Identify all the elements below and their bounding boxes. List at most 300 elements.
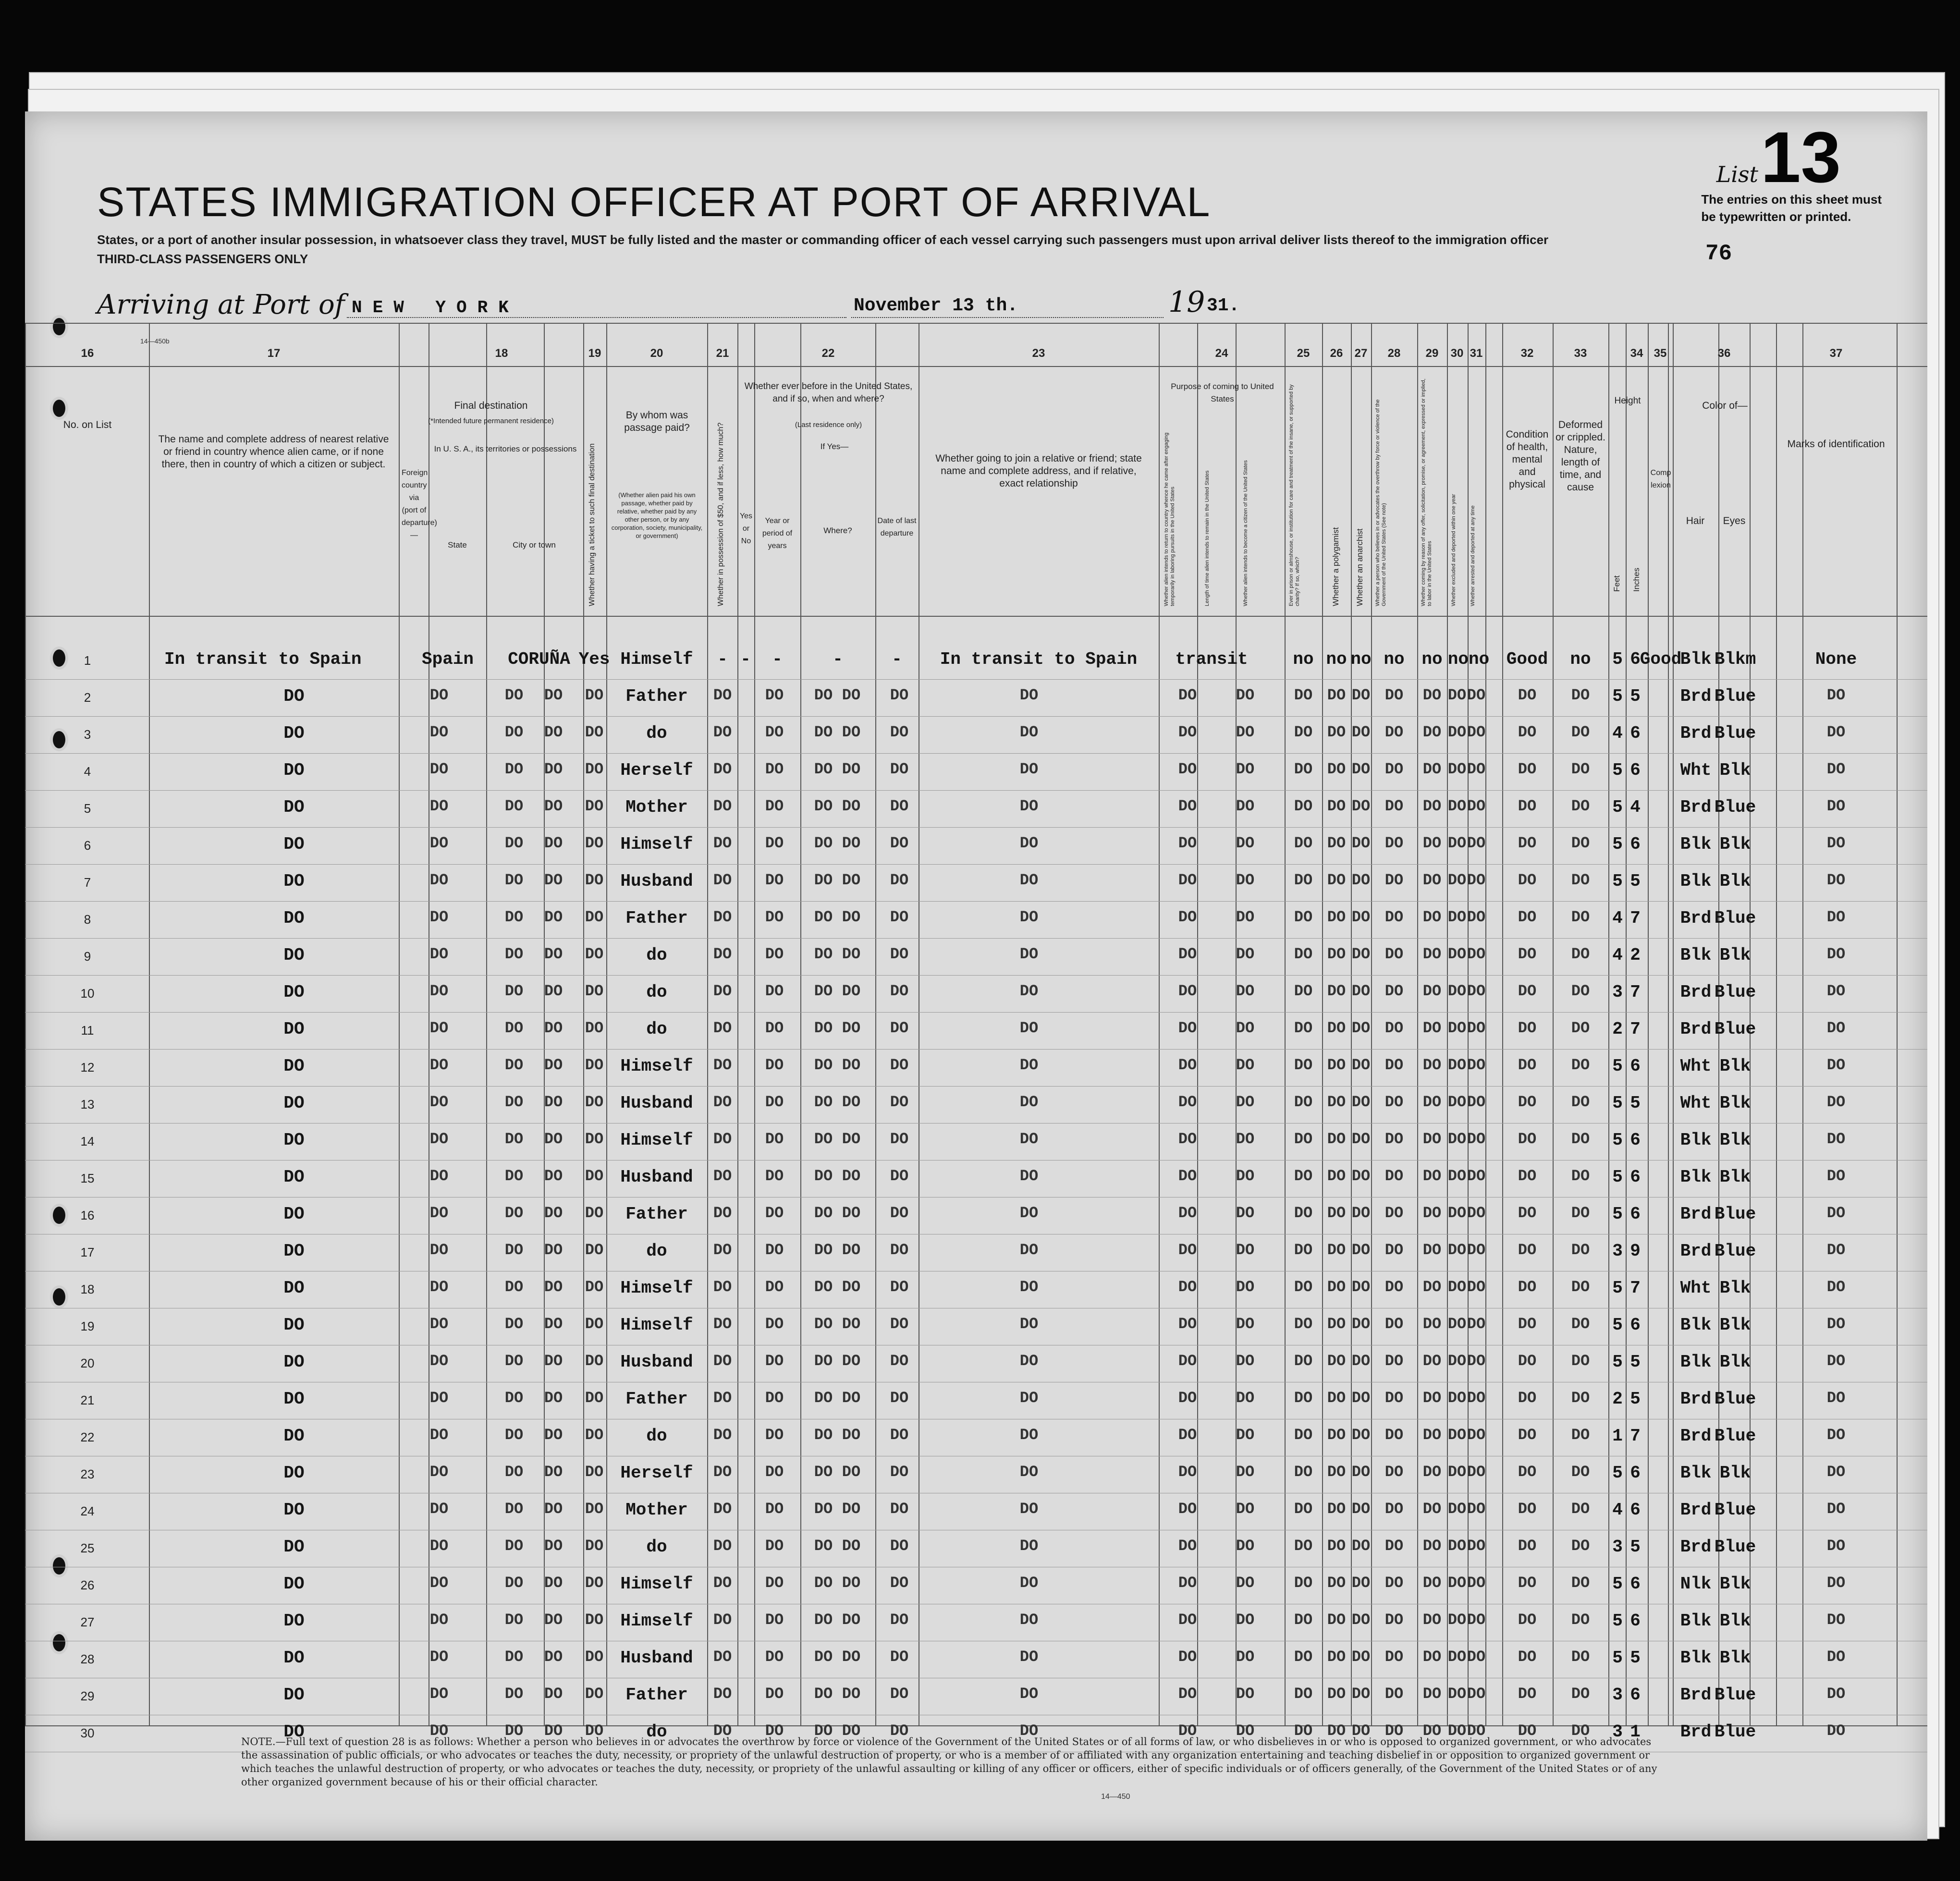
ditto-mark: DO: [1571, 1648, 1590, 1666]
row-number: 6: [84, 838, 91, 853]
ditto-mark: DO: [814, 1241, 833, 1259]
ditto-mark: DO: [429, 686, 449, 704]
row-number: 12: [80, 1060, 95, 1075]
height-feet: 3: [1612, 1241, 1623, 1261]
ditto-mark: DO: [1422, 797, 1442, 815]
ditto-mark: DO: [1422, 686, 1442, 704]
header-if-yes: If Yes—: [820, 442, 849, 451]
ditto-mark: DO: [585, 908, 604, 926]
ditto-mark: DO: [890, 1056, 909, 1074]
ditto-mark: DO: [713, 1574, 732, 1592]
ditto-mark: DO: [1422, 982, 1442, 1000]
header-rule: [25, 616, 1927, 617]
column-rule: [1322, 323, 1323, 1725]
ditto-mark: DO: [1351, 1611, 1371, 1629]
ditto-mark: DO: [1236, 1648, 1255, 1666]
column-rule: [1897, 323, 1898, 1725]
column-rule: [486, 323, 487, 1725]
ditto-mark: DO: [544, 1241, 563, 1259]
ditto-mark: DO: [890, 1241, 909, 1259]
ditto-mark: DO: [1447, 1685, 1467, 1703]
ditto-mark: DO: [1422, 871, 1442, 889]
ditto-mark: DO: [1178, 1204, 1197, 1222]
row-rule: [25, 679, 1927, 680]
ditto-mark: DO: [1236, 1463, 1255, 1481]
ditto-mark: DO: [504, 1389, 524, 1407]
ditto-mark: DO: [765, 1204, 784, 1222]
ditto-mark: DO: [713, 1611, 732, 1629]
ditto-mark: DO: [1019, 1352, 1039, 1370]
height-feet: 5: [1612, 1463, 1623, 1483]
height-inches: 5: [1630, 1389, 1641, 1409]
ditto-mark: DO: [1518, 1500, 1537, 1518]
ditto-mark: DO: [504, 1056, 524, 1074]
ditto-mark: DO: [842, 982, 861, 1000]
departure-value: -: [892, 649, 902, 669]
height-feet: 3: [1612, 982, 1623, 1002]
ditto-mark: DO: [1422, 1130, 1442, 1148]
ditto-mark: DO: [1467, 797, 1486, 815]
header-foreign-country: Foreign country via (port of departure)—: [402, 469, 437, 539]
ditto-mark: DO: [1351, 1093, 1371, 1111]
ditto-mark: DO: [1518, 1685, 1537, 1703]
ditto-mark: DO: [1351, 686, 1371, 704]
ditto-mark: DO: [585, 1500, 604, 1518]
ditto-mark: DO: [890, 908, 909, 926]
ditto-mark: DO: [1327, 1352, 1346, 1370]
height-inches: 5: [1630, 1648, 1641, 1668]
ditto-mark: DO: [1826, 1722, 1846, 1740]
eye-color: Blue: [1714, 1685, 1756, 1705]
ditto-mark: DO: [1422, 1463, 1442, 1481]
ditto-mark: DO: [1294, 1722, 1313, 1740]
ditto-mark: DO: [585, 945, 604, 963]
ditto-mark: DO: [890, 1167, 909, 1185]
passage-paid-value: Father: [625, 1685, 688, 1705]
row-number: 17: [80, 1245, 95, 1259]
ditto-mark: DO: [1571, 797, 1590, 815]
hair-color: Blk: [1680, 1648, 1712, 1668]
ditto-mark: DO: [1447, 871, 1467, 889]
relative-address: DO: [283, 1722, 305, 1742]
ditto-mark: DO: [1178, 871, 1197, 889]
ditto-mark: DO: [765, 1352, 784, 1370]
column-rule: [1668, 323, 1669, 1725]
ditto-mark: DO: [1518, 1278, 1537, 1296]
header-money: Whether in possession of $50, and if less, how much?: [717, 422, 725, 606]
ditto-mark: DO: [429, 1315, 449, 1333]
row-number: 28: [80, 1652, 95, 1666]
hair-color: Brd: [1680, 1537, 1712, 1557]
ditto-mark: DO: [1019, 760, 1039, 778]
ditto-mark: DO: [713, 723, 732, 741]
ditto-mark: DO: [765, 1389, 784, 1407]
header-complexion: Complexion: [1650, 469, 1671, 489]
ditto-mark: DO: [429, 908, 449, 926]
ditto-mark: DO: [1236, 1056, 1255, 1074]
ditto-mark: DO: [890, 686, 909, 704]
ditto-mark: DO: [842, 1167, 861, 1185]
hair-color: Wht: [1680, 1056, 1712, 1076]
ditto-mark: DO: [1467, 1167, 1486, 1185]
row-rule: [25, 1123, 1927, 1124]
column-rule: [149, 323, 150, 1725]
ditto-mark: DO: [1236, 1611, 1255, 1629]
ditto-mark: DO: [1019, 1685, 1039, 1703]
manifest-grid: [25, 323, 1927, 1742]
ditto-mark: DO: [814, 1574, 833, 1592]
ditto-mark: DO: [544, 797, 563, 815]
height-feet: 5: [1612, 834, 1623, 854]
height-inches: 6: [1630, 1574, 1641, 1594]
dotted-line: [851, 317, 1164, 318]
ditto-mark: DO: [429, 1130, 449, 1148]
ditto-mark: DO: [1327, 1611, 1346, 1629]
ditto-mark: DO: [1019, 1463, 1039, 1481]
header-departure-date: Date of last departure: [877, 517, 917, 537]
ditto-mark: DO: [1467, 1500, 1486, 1518]
ditto-mark: DO: [814, 1537, 833, 1555]
ditto-mark: DO: [1178, 686, 1197, 704]
passage-paid-value: Mother: [625, 1500, 688, 1520]
ditto-mark: DO: [1019, 1500, 1039, 1518]
ditto-mark: DO: [713, 1019, 732, 1037]
ditto-mark: DO: [1467, 1389, 1486, 1407]
ditto-mark: DO: [1826, 1463, 1846, 1481]
ditto-mark: DO: [1826, 1500, 1846, 1518]
ditto-mark: DO: [1327, 1463, 1346, 1481]
relative-address: In transit to Spain: [164, 649, 362, 669]
ditto-mark: DO: [765, 871, 784, 889]
ditto-mark: DO: [1422, 723, 1442, 741]
hair-color: Brd: [1680, 1389, 1712, 1409]
ditto-mark: DO: [429, 1426, 449, 1444]
ditto-mark: DO: [713, 686, 732, 704]
header-state: State: [448, 540, 467, 550]
ditto-mark: DO: [713, 760, 732, 778]
height-inches: 6: [1630, 1500, 1641, 1520]
ditto-mark: DO: [1422, 1241, 1442, 1259]
passage-paid-value: do: [646, 1722, 667, 1742]
row-number: 1: [84, 653, 91, 668]
ditto-mark: DO: [1422, 1056, 1442, 1074]
passage-paid-value: Himself: [620, 1315, 693, 1335]
column-number: 29: [1425, 347, 1439, 360]
ditto-mark: DO: [1178, 1278, 1197, 1296]
header-feet: Feet: [1612, 575, 1621, 592]
ditto-mark: DO: [585, 1648, 604, 1666]
ditto-mark: DO: [842, 1241, 861, 1259]
ditto-mark: DO: [504, 1685, 524, 1703]
ditto-mark: DO: [765, 1278, 784, 1296]
ditto-mark: DO: [1384, 797, 1404, 815]
ditto-mark: DO: [1422, 760, 1442, 778]
ditto-mark: DO: [1351, 723, 1371, 741]
column-number: 16: [81, 347, 94, 360]
ditto-mark: DO: [842, 1648, 861, 1666]
ditto-mark: DO: [1178, 1130, 1197, 1148]
passage-paid-value: Mother: [625, 797, 688, 817]
ditto-mark: DO: [1447, 1426, 1467, 1444]
ditto-mark: DO: [504, 1426, 524, 1444]
column-number: 25: [1297, 347, 1310, 360]
ditto-mark: DO: [842, 1500, 861, 1518]
ditto-mark: DO: [814, 1611, 833, 1629]
ditto-mark: DO: [1351, 1648, 1371, 1666]
ditto-mark: DO: [544, 871, 563, 889]
ditto-mark: DO: [1422, 908, 1442, 926]
ditto-mark: DO: [429, 1167, 449, 1185]
relative-address: DO: [283, 982, 305, 1002]
form-number-top: 14—450b: [140, 337, 170, 345]
ditto-mark: DO: [1518, 1537, 1537, 1555]
height-feet: 5: [1612, 1648, 1623, 1668]
row-number: 9: [84, 949, 91, 964]
header-offer: Whether coming by reason of any offer, solicitation, promise, or agreement, expressed or implied, to labor in the United States: [1421, 379, 1433, 606]
eye-color: Blue: [1714, 1204, 1756, 1224]
header-passage-paid: By whom was passage paid?: [624, 410, 690, 433]
ditto-mark: DO: [1571, 1315, 1590, 1333]
ditto-mark: DO: [429, 1685, 449, 1703]
ditto-mark: DO: [1351, 1204, 1371, 1222]
offer-value: no: [1421, 649, 1443, 669]
where-value: -: [833, 649, 843, 669]
ditto-mark: DO: [504, 723, 524, 741]
page-number: 76: [1705, 241, 1732, 266]
intro-text: States, or a port of another insular possession, in whatsoever class they travel, MUST be fully listed and the master or commanding officer of each vessel carrying such passengers must upon arrival deliver lists thereof to the immigration officer: [97, 232, 1549, 247]
row-rule: [25, 938, 1927, 939]
ditto-mark: DO: [1294, 908, 1313, 926]
ditto-mark: DO: [1236, 834, 1255, 852]
height-inches: 4: [1630, 797, 1641, 817]
ditto-mark: DO: [1178, 1167, 1197, 1185]
ditto-mark: DO: [1351, 1722, 1371, 1740]
ditto-mark: DO: [1518, 1093, 1537, 1111]
ditto-mark: DO: [1384, 1722, 1404, 1740]
ditto-mark: DO: [1571, 1352, 1590, 1370]
passage-paid-value: Husband: [620, 1167, 693, 1187]
ditto-mark: DO: [585, 1019, 604, 1037]
height-inches: 7: [1630, 1278, 1641, 1298]
ditto-mark: DO: [814, 1019, 833, 1037]
ditto-mark: DO: [1384, 1019, 1404, 1037]
row-rule: [25, 753, 1927, 754]
height-feet: 3: [1612, 1722, 1623, 1742]
ditto-mark: DO: [504, 760, 524, 778]
ditto-mark: DO: [585, 982, 604, 1000]
entries-note: [1701, 191, 1882, 225]
column-number: 33: [1574, 347, 1587, 360]
ditto-mark: DO: [814, 1648, 833, 1666]
passage-paid-value: do: [646, 1537, 667, 1557]
ditto-mark: DO: [1327, 1241, 1346, 1259]
ditto-mark: DO: [1518, 1426, 1537, 1444]
height-feet: 3: [1612, 1685, 1623, 1705]
header-ever-before-note: (Last residence only): [795, 421, 862, 429]
eye-color: Blk: [1719, 1167, 1751, 1187]
relative-address: DO: [283, 1574, 305, 1594]
ditto-mark: DO: [1019, 1130, 1039, 1148]
ditto-mark: DO: [1327, 1315, 1346, 1333]
ditto-mark: DO: [814, 686, 833, 704]
relative-address: DO: [283, 1130, 305, 1150]
hair-color: Brd: [1680, 1019, 1712, 1039]
ditto-mark: DO: [713, 834, 732, 852]
ditto-mark: DO: [1019, 982, 1039, 1000]
ditto-mark: DO: [1467, 945, 1486, 963]
ditto-mark: DO: [1019, 1611, 1039, 1629]
eye-color: Blk: [1719, 1130, 1751, 1150]
ditto-mark: DO: [504, 834, 524, 852]
ditto-mark: DO: [765, 1130, 784, 1148]
ditto-mark: DO: [1467, 908, 1486, 926]
ditto-mark: DO: [1019, 1315, 1039, 1333]
ditto-mark: DO: [1467, 1204, 1486, 1222]
row-number: 3: [84, 727, 91, 742]
ditto-mark: DO: [842, 797, 861, 815]
height-feet: 5: [1612, 760, 1623, 780]
ditto-mark: DO: [1571, 1611, 1590, 1629]
ditto-mark: DO: [1384, 1389, 1404, 1407]
ditto-mark: DO: [1826, 945, 1846, 963]
ditto-mark: DO: [1518, 1241, 1537, 1259]
header-purpose-c: Whether alien intends to become a citizen of the United States: [1243, 460, 1249, 606]
height-feet: 5: [1612, 1167, 1623, 1187]
height-inches: 6: [1630, 760, 1641, 780]
ditto-mark: DO: [814, 1722, 833, 1740]
height-feet: 5: [1612, 1093, 1623, 1113]
ditto-mark: DO: [585, 686, 604, 704]
ditto-mark: DO: [544, 723, 563, 741]
ditto-mark: DO: [1294, 1167, 1313, 1185]
height-inches: 1: [1630, 1722, 1641, 1742]
row-number: 16: [80, 1208, 95, 1222]
ditto-mark: DO: [429, 797, 449, 815]
ditto-mark: DO: [1447, 1315, 1467, 1333]
ditto-mark: DO: [1518, 1315, 1537, 1333]
row-number: 2: [84, 690, 91, 705]
row-rule: [25, 790, 1927, 791]
ditto-mark: DO: [1019, 686, 1039, 704]
ditto-mark: DO: [1294, 1685, 1313, 1703]
ditto-mark: DO: [429, 834, 449, 852]
ditto-mark: DO: [1019, 1648, 1039, 1666]
ditto-mark: DO: [1294, 1352, 1313, 1370]
ditto-mark: DO: [842, 1537, 861, 1555]
column-rule: [1371, 323, 1372, 1725]
ditto-mark: DO: [1571, 1167, 1590, 1185]
ditto-mark: DO: [713, 1352, 732, 1370]
ditto-mark: DO: [1447, 1241, 1467, 1259]
ditto-mark: DO: [429, 1611, 449, 1629]
eye-color: Blue: [1714, 982, 1756, 1002]
ditto-mark: DO: [1571, 1241, 1590, 1259]
eye-color: Blue: [1714, 1241, 1756, 1261]
height-feet: 2: [1612, 1019, 1623, 1039]
ditto-mark: DO: [1178, 797, 1197, 815]
ditto-mark: DO: [1826, 723, 1846, 741]
ditto-mark: DO: [585, 1130, 604, 1148]
eye-color: Blk: [1719, 1648, 1751, 1668]
ditto-mark: DO: [890, 1722, 909, 1740]
ditto-mark: DO: [713, 1648, 732, 1666]
ditto-mark: DO: [1826, 1093, 1846, 1111]
ditto-mark: DO: [765, 1241, 784, 1259]
hair-color: Brd: [1680, 1241, 1712, 1261]
ditto-mark: DO: [1447, 1574, 1467, 1592]
height-feet: 4: [1612, 1500, 1623, 1520]
ditto-mark: DO: [1351, 1241, 1371, 1259]
row-number: 5: [84, 801, 91, 816]
ditto-mark: DO: [504, 1130, 524, 1148]
ditto-mark: DO: [1236, 1019, 1255, 1037]
ditto-mark: DO: [1422, 1352, 1442, 1370]
column-number: 37: [1829, 347, 1843, 360]
eye-color: Blk: [1719, 1093, 1751, 1113]
passage-paid-value: Father: [625, 1204, 688, 1224]
ditto-mark: DO: [1019, 1204, 1039, 1222]
ditto-mark: DO: [504, 1463, 524, 1481]
relative-address: DO: [283, 1241, 305, 1261]
header-rule: [25, 1725, 1927, 1726]
height-feet: 5: [1612, 686, 1623, 706]
ditto-mark: DO: [1422, 1093, 1442, 1111]
header-height: Height: [1614, 396, 1641, 406]
ditto-mark: DO: [1351, 1574, 1371, 1592]
ditto-mark: DO: [1178, 1648, 1197, 1666]
ditto-mark: DO: [1447, 1019, 1467, 1037]
ditto-mark: DO: [1351, 1278, 1371, 1296]
relative-address: DO: [283, 1685, 305, 1705]
relative-address: DO: [283, 834, 305, 854]
ditto-mark: DO: [1019, 834, 1039, 852]
column-rule: [606, 323, 607, 1725]
ditto-mark: DO: [1327, 1574, 1346, 1592]
column-number: 31: [1470, 347, 1483, 360]
ditto-mark: DO: [1422, 1204, 1442, 1222]
height-feet: 4: [1612, 908, 1623, 928]
ditto-mark: DO: [1019, 1278, 1039, 1296]
ditto-mark: DO: [544, 1574, 563, 1592]
ditto-mark: DO: [429, 1722, 449, 1740]
ditto-mark: DO: [1294, 1389, 1313, 1407]
column-number: 22: [821, 347, 835, 360]
eye-color: Blk: [1719, 1352, 1751, 1372]
relative-address: DO: [283, 1204, 305, 1224]
ditto-mark: DO: [765, 908, 784, 926]
ditto-mark: DO: [1384, 1167, 1404, 1185]
ditto-mark: DO: [544, 1056, 563, 1074]
relative-address: DO: [283, 686, 305, 706]
ditto-mark: DO: [1327, 1019, 1346, 1037]
ditto-mark: DO: [1384, 871, 1404, 889]
manifest-sheet: [25, 111, 1927, 1841]
ditto-mark: DO: [1384, 1611, 1404, 1629]
ditto-mark: DO: [765, 1093, 784, 1111]
ditto-mark: DO: [429, 1204, 449, 1222]
height-feet: 5: [1612, 1278, 1623, 1298]
ditto-mark: DO: [1294, 797, 1313, 815]
row-rule: [25, 1012, 1927, 1013]
ditto-mark: DO: [1422, 834, 1442, 852]
ditto-mark: DO: [1384, 1426, 1404, 1444]
ditto-mark: DO: [842, 1426, 861, 1444]
ditto-mark: DO: [504, 1093, 524, 1111]
ditto-mark: DO: [1236, 871, 1255, 889]
row-rule: [25, 716, 1927, 717]
ditto-mark: DO: [1236, 1500, 1255, 1518]
ditto-mark: DO: [1467, 1352, 1486, 1370]
